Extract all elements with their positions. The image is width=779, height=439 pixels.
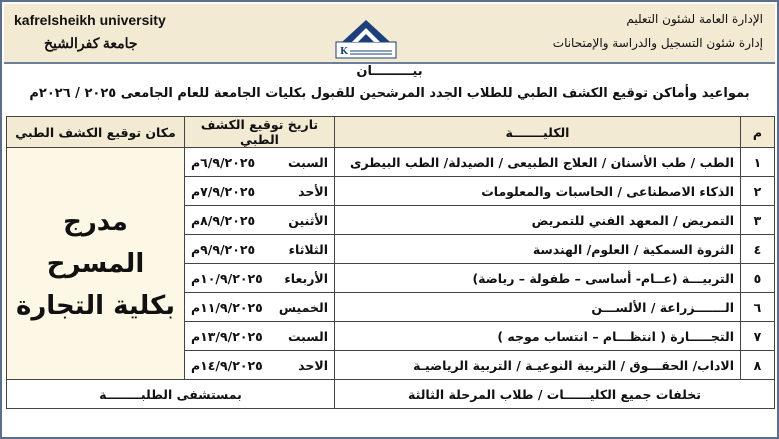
row-faculty: الثروة السمكية / العلوم/ الهندسة bbox=[335, 235, 741, 264]
row-date: ١٣/٩/٢٠٢٥م bbox=[191, 328, 263, 344]
row-date-cell bbox=[185, 206, 335, 235]
row-num: ٣ bbox=[741, 206, 775, 235]
row-date: ١٠/٩/٢٠٢٥م bbox=[191, 270, 263, 286]
row-day: الأربعاء bbox=[284, 270, 328, 286]
row-date-cell bbox=[185, 177, 335, 206]
row-date: ١١/٩/٢٠٢٥م bbox=[191, 299, 263, 315]
row-date: ٩/٩/٢٠٢٥م bbox=[191, 241, 256, 257]
table-row-remaining bbox=[7, 380, 775, 409]
row-faculty: الـــــــزراعة / الألســـن bbox=[335, 293, 741, 322]
row-day: الثلاثاء bbox=[288, 241, 328, 257]
university-name-ar: جامعة كفرالشيخ bbox=[44, 37, 138, 52]
row-num: ٢ bbox=[741, 177, 775, 206]
row-num: ٤ bbox=[741, 235, 775, 264]
document-title: بيـــــــــان bbox=[356, 64, 423, 79]
row-date-cell bbox=[185, 322, 335, 351]
row-num: ٥ bbox=[741, 264, 775, 293]
row-faculty: التربيـــة (عــام- أساسى – طفولة – رياضة) bbox=[335, 264, 741, 293]
admin-line-2: إدارة شئون التسجيل والدراسة والإمتحانات bbox=[552, 36, 763, 50]
schedule-table bbox=[6, 116, 775, 409]
row-date: ١٤/٩/٢٠٢٥م bbox=[191, 357, 263, 373]
row-day: الخميس bbox=[278, 299, 328, 315]
title-band bbox=[4, 64, 775, 114]
admin-line-1: الإدارة العامة لشئون التعليم bbox=[626, 12, 763, 26]
university-logo-icon bbox=[334, 16, 398, 60]
row-faculty: الطب / طب الأسنان / العلاج الطبيعى / الصيدلة/ الطب البيطرى bbox=[335, 148, 741, 177]
row-day: الاحد bbox=[298, 357, 328, 373]
remaining-place: بمستشفى الطلبــــــــة bbox=[7, 380, 335, 409]
table-header-row bbox=[7, 117, 775, 148]
row-num: ٧ bbox=[741, 322, 775, 351]
header-date: تاريخ توقيع الكشف الطبي bbox=[185, 117, 335, 148]
university-name-en: kafrelsheikh university bbox=[14, 12, 166, 28]
row-faculty: التمريض / المعهد الفني للتمريض bbox=[335, 206, 741, 235]
row-date-cell bbox=[185, 351, 335, 380]
row-day: السبت bbox=[287, 328, 328, 344]
document-subtitle: بمواعيد وأماكن توقيع الكشف الطبي للطلاب الجدد المرشحين للقبول بكليات الجامعة للعام الجامعى ٢٠٢٥ / ٢٠٢٦م bbox=[29, 86, 750, 101]
svg-text:K: K bbox=[340, 47, 348, 57]
row-date: ٦/٩/٢٠٢٥م bbox=[191, 154, 256, 170]
table-row bbox=[7, 148, 775, 177]
row-num: ٨ bbox=[741, 351, 775, 380]
exam-place: مدرج المسرح بكلية التجارة bbox=[7, 148, 185, 380]
row-day: الأحد bbox=[298, 183, 328, 199]
administration-block bbox=[553, 12, 763, 60]
document-header bbox=[4, 4, 775, 64]
row-faculty: التجـــــارة ( انتظـــام – انتساب موجه ) bbox=[335, 322, 741, 351]
row-date-cell bbox=[185, 264, 335, 293]
row-date: ٨/٩/٢٠٢٥م bbox=[191, 212, 256, 228]
header-num: م bbox=[741, 117, 775, 148]
row-date-cell bbox=[185, 235, 335, 264]
row-num: ٦ bbox=[741, 293, 775, 322]
row-faculty: الذكاء الاصطناعى / الحاسبات والمعلومات bbox=[335, 177, 741, 206]
row-num: ١ bbox=[741, 148, 775, 177]
university-name-block bbox=[14, 12, 166, 53]
row-date-cell bbox=[185, 148, 335, 177]
header-faculty: الكليـــــــة bbox=[335, 117, 741, 148]
header-place: مكان توقيع الكشف الطبي bbox=[7, 117, 185, 148]
row-day: الأثنين bbox=[288, 212, 328, 228]
row-date: ٧/٩/٢٠٢٥م bbox=[191, 183, 256, 199]
row-day: السبت bbox=[287, 154, 328, 170]
row-date-cell bbox=[185, 293, 335, 322]
row-faculty: الاداب/ الحقـــوق / التربية النوعيـة / التربية الرياضيـة bbox=[335, 351, 741, 380]
remaining-faculty: تخلفات جميع الكليــــــات / طلاب المرحلة الثالثة bbox=[335, 380, 775, 409]
